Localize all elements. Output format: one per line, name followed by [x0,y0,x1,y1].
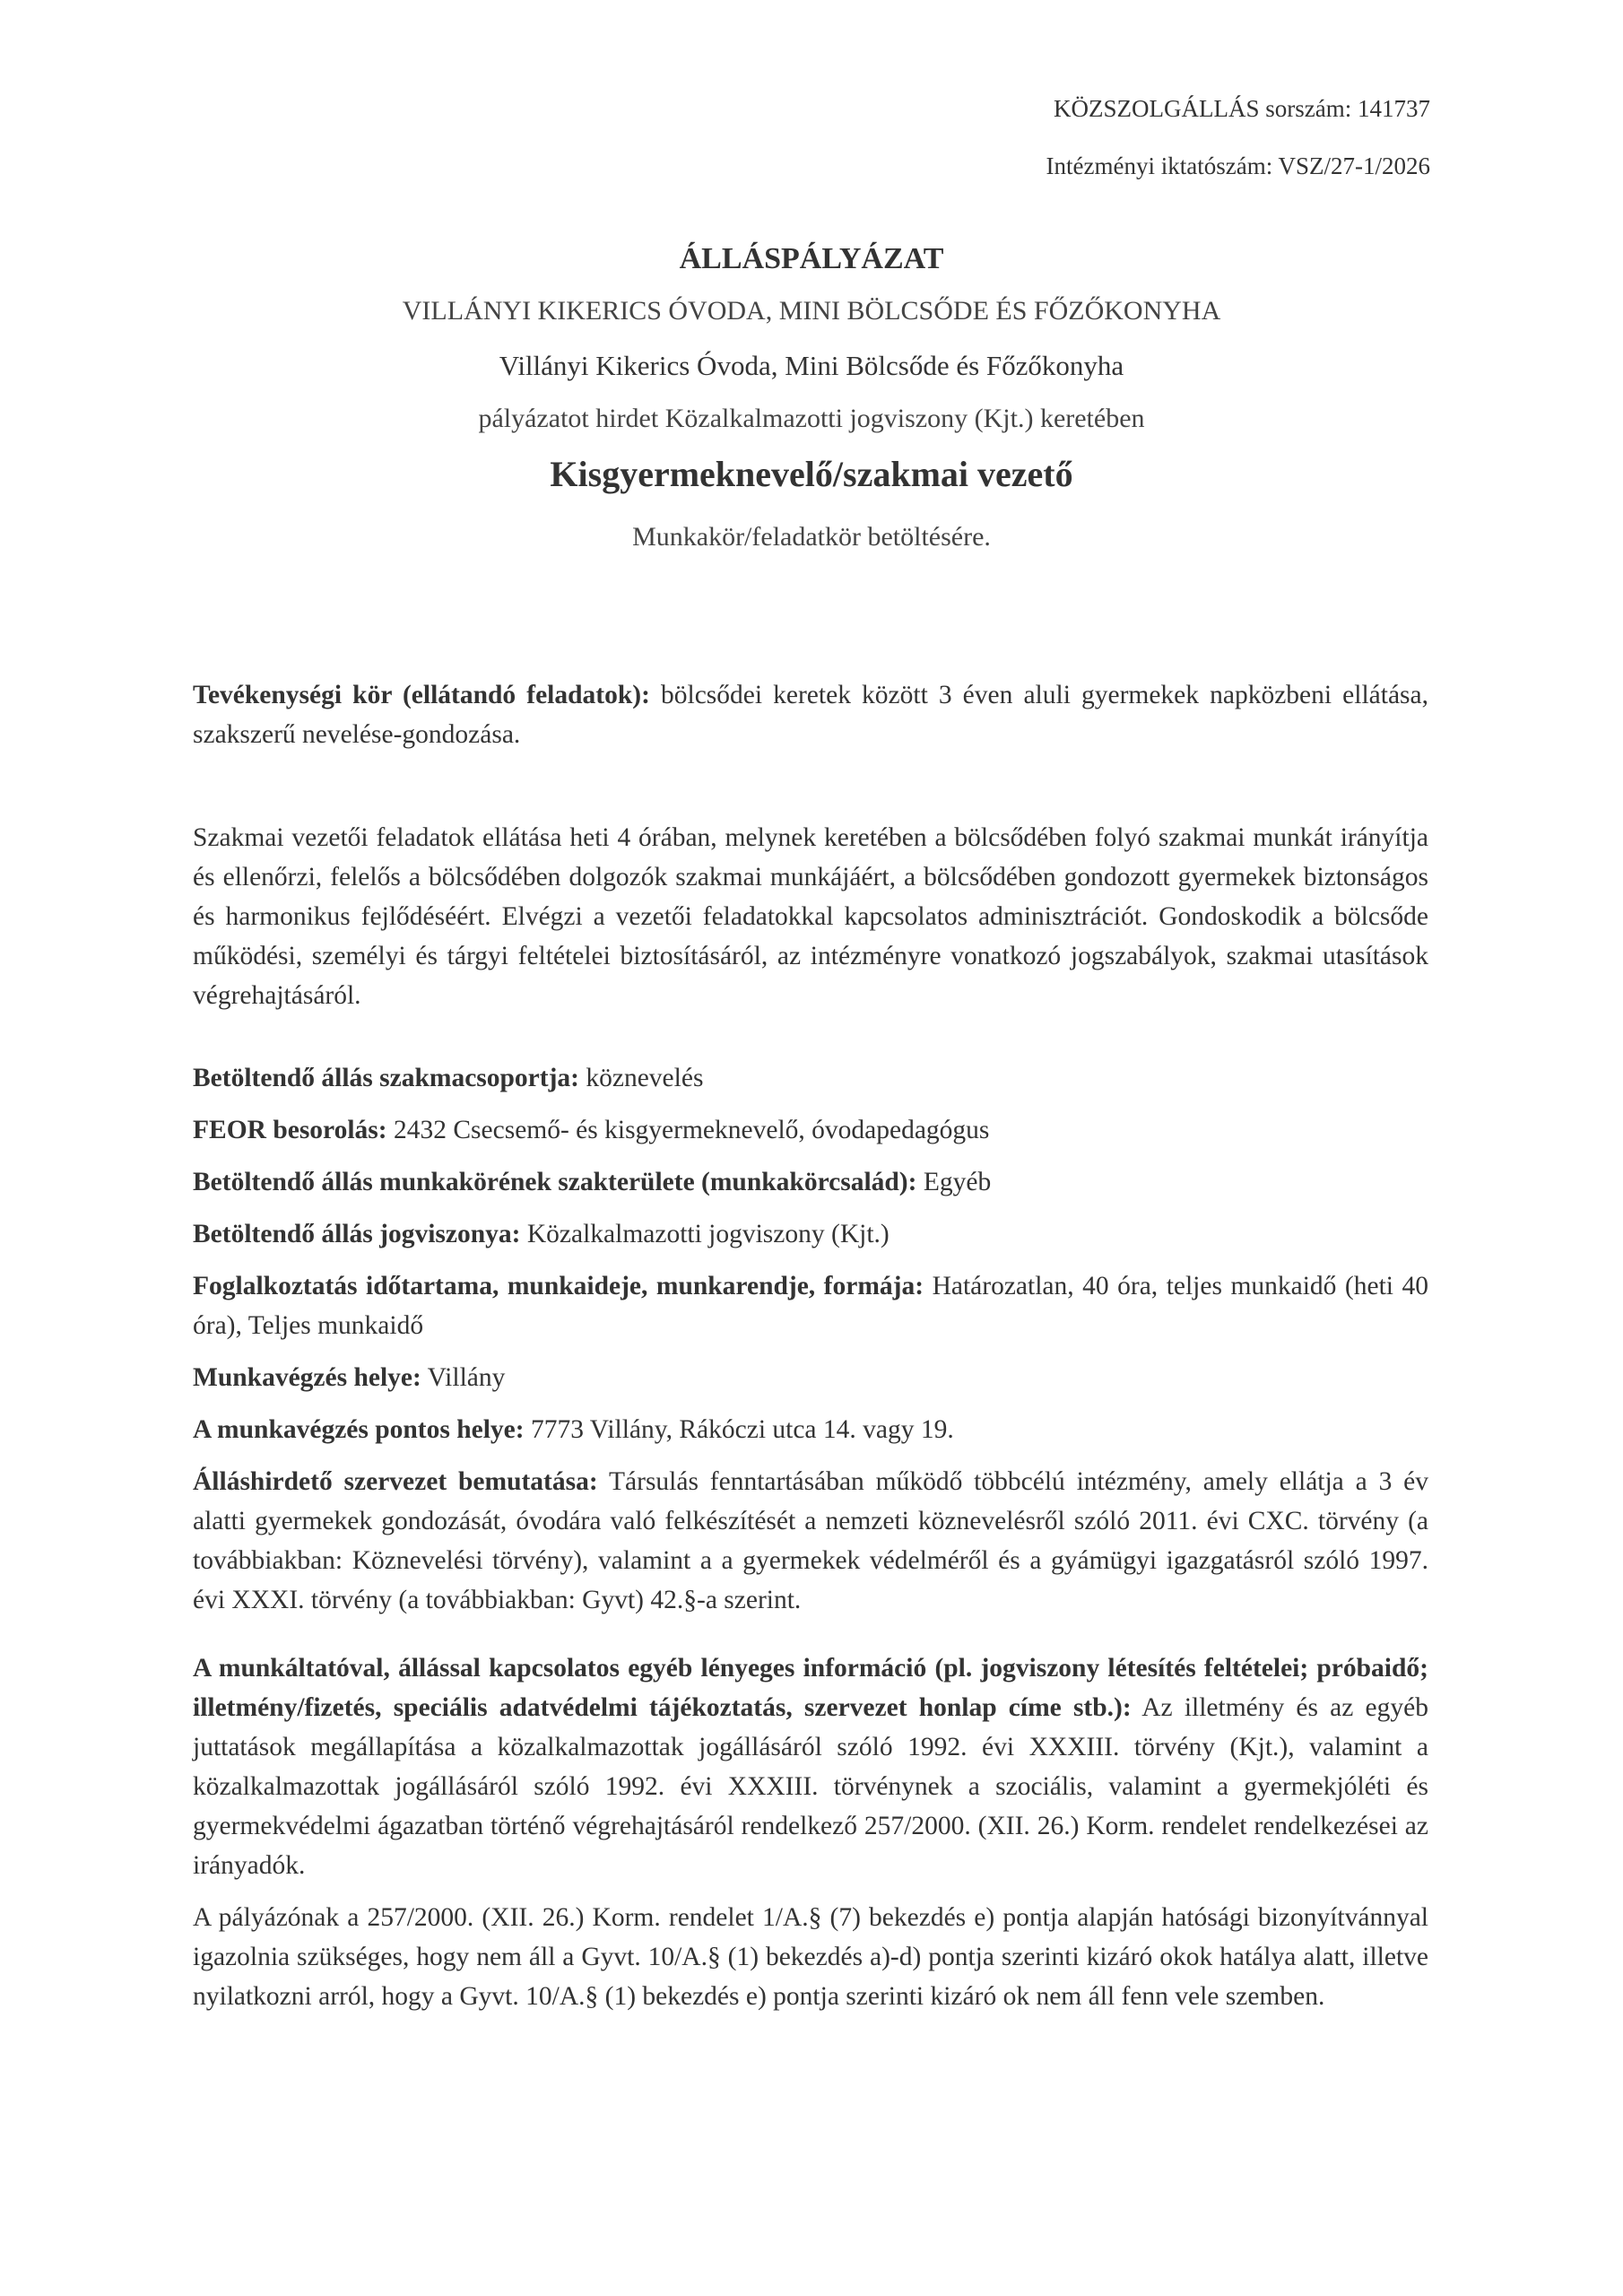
job-details [193,1058,1428,1632]
duties-text: Szakmai vezetői feladatok ellátása heti 4 órában, melynek keretében a bölcsődében folyó szakmai munkát irányítja és ellenőrzi, felelős a bölcsődében dolgozók szakmai munkájáért, a bölcsődében gondozott gyermekek biztonságos és harmonikus fejlődéséért. Elvégzi a vezetői feladatokkal kapcsolatos adminisztrációt. Gondoskodik a bölcsőde működési, személyi és tárgyi feltételei biztosításáról, az intézményre vonatkozó jogszabályok, szakmai utasítások végrehajtásáról. [193,823,1428,1010]
position-subtitle: Munkakör/feladatkör betöltésére. [632,522,991,552]
field-value: Egyéb [916,1168,992,1196]
registry-number [1046,152,1430,180]
employer-info-value: Az illetmény és az egyéb juttatások megállapítása a közalkalmazottak jogállásáról szóló 1992. évi XXXIII. törvény (Kjt.), valamint a közalkalmazottak jogállásáról szóló 1992. évi XXXIII. törvénynek a szociális, valamint a gyermekjóléti és gyermekvédelmi ágazatban történő végrehajtásáról rendelkező 257/2000. (XII. 26.) Korm. rendelet rendelkezései az irányadók. [193,1693,1428,1880]
registry-label: Intézményi iktatószám: [1046,152,1273,179]
organization-name-upper: VILLÁNYI KIKERICS ÓVODA, MINI BÖLCSŐDE ÉS FŐZŐKONYHA [402,296,1221,326]
field-profession-group [193,1058,1428,1098]
tasks-section [193,675,1428,754]
field-label: Álláshirdető szervezet bemutatása: [193,1467,598,1496]
tasks-text: bölcsődei keretek között 3 éven aluli gyermekek napközbeni ellátása, szakszerű nevelése-gondozása. [193,681,1428,749]
field-value: 2432 Csecsemő- és kisgyermeknevelő, óvodapedagógus [386,1116,990,1144]
document-title: ÁLLÁSPÁLYÁZAT [679,242,944,275]
registry-value: VSZ/27-1/2026 [1278,152,1430,179]
field-employment-terms [193,1266,1428,1345]
field-label: Betöltendő állás szakmacsoportja: [193,1064,579,1092]
field-legal-relationship [193,1214,1428,1254]
serial-value: 141737 [1358,95,1430,122]
requirement-text: A pályázónak a 257/2000. (XII. 26.) Korm. rendelet 1/A.§ (7) bekezdés e) pontja alapján hatósági bizonyítvánnyal igazolnia szükséges, hogy nem áll a Gyvt. 10/A.§ (1) bekezdés a)-d) pontja szerinti kizáró okok hatálya alatt, illetve nyilatkozni arról, hogy a Gyvt. 10/A.§ (1) bekezdés e) pontja szerinti kizáró ok nem áll fenn vele szemben. [193,1903,1428,2011]
field-label: Foglalkoztatás időtartama, munkaideje, munkarendje, formája: [193,1272,924,1300]
field-organization-intro [193,1462,1428,1620]
position-title: Kisgyermeknevelő/szakmai vezető [550,454,1073,494]
field-value: köznevelés [579,1064,704,1092]
organization-name: Villányi Kikerics Óvoda, Mini Bölcsőde és Főzőkonyha [499,350,1124,381]
field-value: 7773 Villány, Rákóczi utca 14. vagy 19. [524,1415,954,1444]
serial-label: KÖZSZOLGÁLLÁS sorszám: [1054,95,1352,122]
field-exact-location [193,1410,1428,1449]
field-job-family [193,1162,1428,1202]
field-label: Betöltendő állás munkakörének szakterülete (munkakörcsalád): [193,1168,917,1196]
field-value: Társulás fenntartásában működő többcélú intézmény, amely ellátja a 3 év alatti gyermekek gondozását, óvodára való felkészítését a nemzeti köznevelésről szóló 2011. évi CXC. törvény (a továbbiakban: Köznevelési törvény), valamint a a gyermekek védelméről és a gyámügyi igazgatásról szóló 1997. évi XXXI. törvény (a továbbiakban: Gyvt) 42.§-a szerint. [193,1467,1429,1614]
field-label: Betöltendő állás jogviszonya: [193,1220,521,1248]
tasks-label: Tevékenységi kör (ellátandó feladatok): [193,681,650,709]
field-value: Közalkalmazotti jogviszony (Kjt.) [520,1220,890,1248]
field-label: FEOR besorolás: [193,1116,387,1144]
field-feor [193,1110,1428,1150]
employer-info [193,1648,1428,1885]
employer-info-label: A munkáltatóval, állással kapcsolatos egyéb lényeges információ (pl. jogviszony létesítés feltételei; próbaidő; illetmény/fizetés, speciális adatvédelmi tájékoztatás, szervezet honlap címe stb.): [193,1654,1428,1722]
announcement-line: pályázatot hirdet Közalkalmazotti jogviszony (Kjt.) keretében [478,404,1145,433]
duties-section [193,818,1428,1015]
field-value: Határozatlan, 40 óra, teljes munkaidő (heti 40 óra), Teljes munkaidő [193,1272,1428,1340]
field-value: Villány [421,1363,506,1392]
field-work-location [193,1358,1428,1397]
field-label: A munkavégzés pontos helye: [193,1415,525,1444]
field-label: Munkavégzés helye: [193,1363,421,1392]
legal-section [193,1648,1428,2029]
serial-number [1054,95,1430,123]
